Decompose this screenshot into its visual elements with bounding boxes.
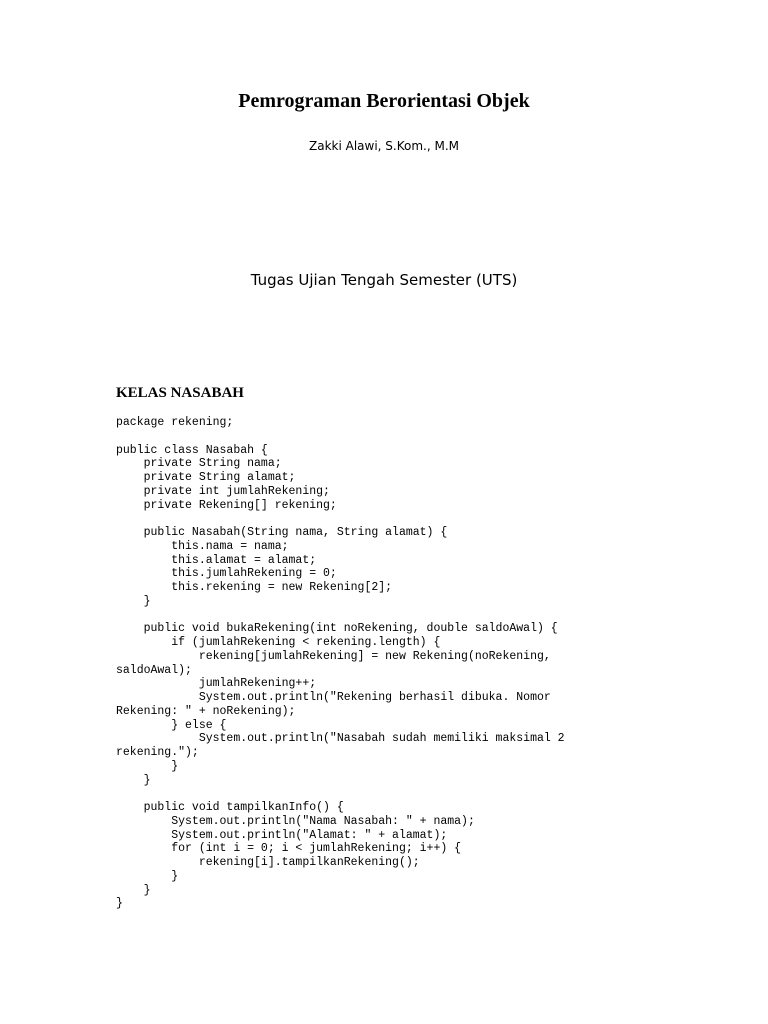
code-line: } xyxy=(116,883,151,897)
code-line: public void bukaRekening(int noRekening, double saldoAwal) { xyxy=(116,622,558,636)
code-line: this.alamat = alamat; xyxy=(116,553,317,567)
code-line: rekening[i].tampilkanRekening(); xyxy=(116,856,420,869)
code-line: this.rekening = new Rekening[2]; xyxy=(116,581,393,594)
code-line: } xyxy=(116,759,179,773)
document-subtitle: Tugas Ujian Tengah Semester (UTS) xyxy=(250,271,518,289)
code-line: rekening."); xyxy=(116,746,199,759)
code-line: Rekening: " + noRekening); xyxy=(116,704,296,718)
code-line: } xyxy=(116,869,179,883)
section-heading: KELAS NASABAH xyxy=(116,385,244,401)
code-line: private Rekening[] rekening; xyxy=(116,498,337,512)
code-line: System.out.println("Nasabah sudah memiliki maksimal 2 xyxy=(116,732,565,746)
code-line: saldoAwal); xyxy=(116,663,192,677)
code-line: public Nasabah(String nama, String alamat) { xyxy=(116,526,448,539)
code-line xyxy=(116,430,565,444)
author-name: Zakki Alawi, S.Kom., M.M xyxy=(309,139,459,153)
code-line: rekening[jumlahRekening] = new Rekening(noRekening, xyxy=(116,649,551,663)
code-line: public class Nasabah { xyxy=(116,443,268,457)
code-line: } xyxy=(116,897,123,911)
code-line xyxy=(116,609,565,623)
code-line: for (int i = 0; i < jumlahRekening; i++) { xyxy=(116,842,462,856)
code-line: System.out.println("Alamat: " + alamat); xyxy=(116,828,448,842)
code-line: private String nama; xyxy=(116,457,282,471)
code-line: System.out.println("Nama Nasabah: " + nama); xyxy=(116,814,475,828)
code-line: private int jumlahRekening; xyxy=(116,484,330,498)
code-line: this.nama = nama; xyxy=(116,539,289,553)
code-line: } xyxy=(116,773,151,787)
code-block xyxy=(116,416,565,911)
code-line: public void tampilkanInfo() { xyxy=(116,801,344,814)
code-line: jumlahRekening++; xyxy=(116,677,317,691)
code-line xyxy=(116,512,565,526)
document-title: Pemrograman Berorientasi Objek xyxy=(238,90,530,112)
code-line xyxy=(116,787,565,801)
code-line: System.out.println("Rekening berhasil dibuka. Nomor xyxy=(116,691,551,704)
code-line: } else { xyxy=(116,718,227,732)
code-line: package rekening; xyxy=(116,416,234,429)
code-line: this.jumlahRekening = 0; xyxy=(116,567,337,581)
code-line: private String alamat; xyxy=(116,471,296,484)
code-line: if (jumlahRekening < rekening.length) { xyxy=(116,636,441,649)
code-line: } xyxy=(116,594,151,608)
